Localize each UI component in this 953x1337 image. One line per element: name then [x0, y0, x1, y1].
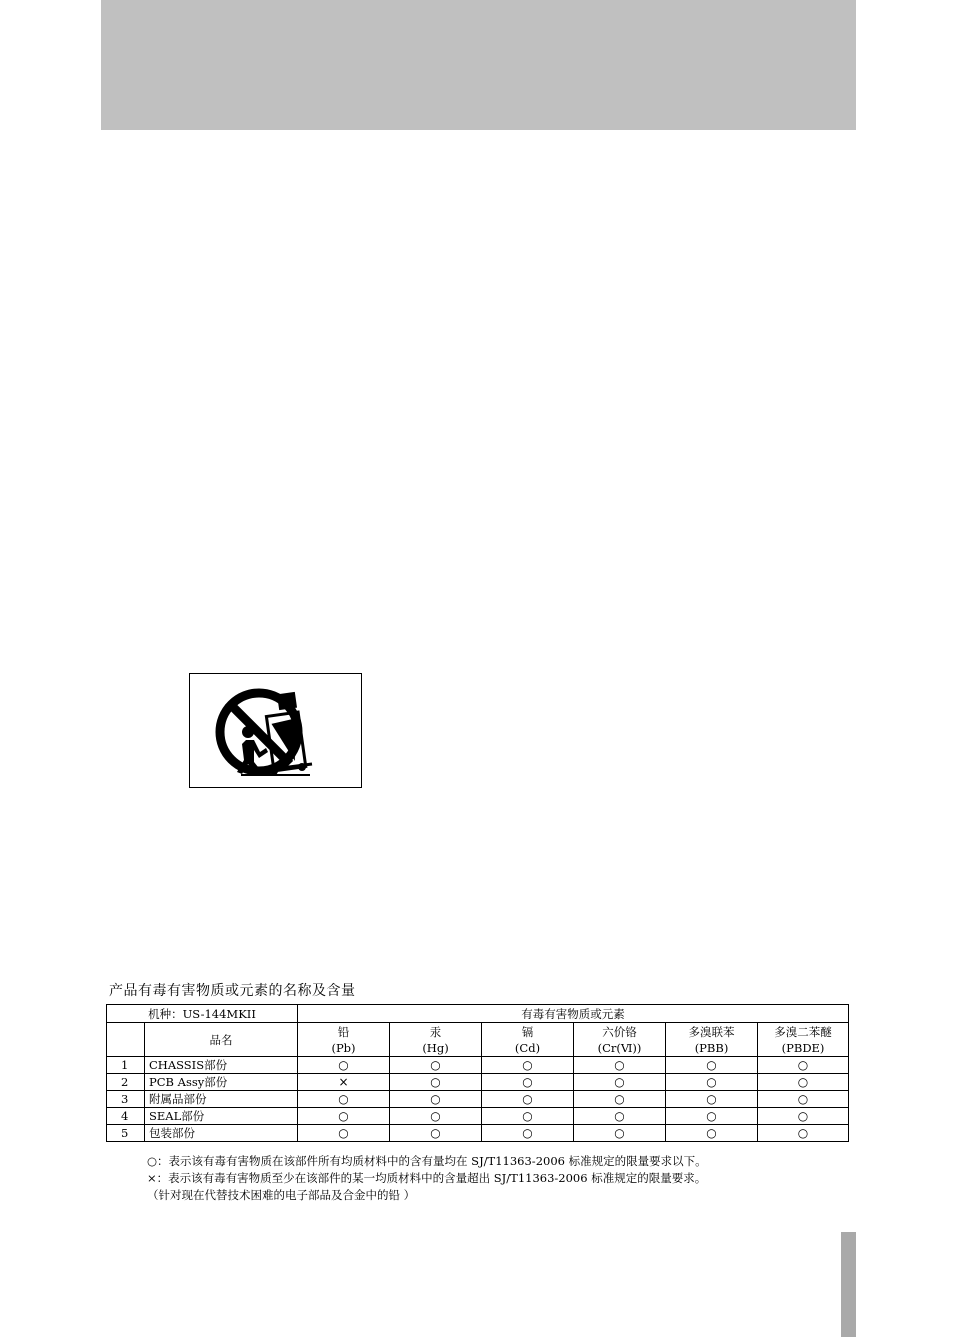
substance-header: [390, 1023, 482, 1057]
substance-header: [298, 1023, 390, 1057]
substance-mark: ○: [390, 1091, 482, 1108]
substance-mark: ○: [574, 1108, 666, 1125]
substance-mark: ○: [574, 1125, 666, 1142]
header-band: [101, 0, 856, 130]
substance-symbol: (Hg): [422, 1040, 449, 1055]
substance-mark: ○: [482, 1091, 574, 1108]
substance-name: 多溴联苯: [688, 1024, 735, 1039]
table-row: [107, 1125, 849, 1142]
table-row: [107, 1074, 849, 1091]
substance-mark: ○: [666, 1091, 758, 1108]
substance-mark: ○: [482, 1108, 574, 1125]
row-number: 1: [107, 1057, 145, 1074]
substance-name: 多溴二苯醚: [774, 1024, 832, 1039]
row-number: 2: [107, 1074, 145, 1091]
substance-mark: ○: [758, 1057, 849, 1074]
page-edge-tab: [841, 1232, 856, 1337]
substance-mark: ○: [666, 1125, 758, 1142]
row-number: 5: [107, 1125, 145, 1142]
substance-mark: ○: [574, 1057, 666, 1074]
substance-header: [758, 1023, 849, 1057]
rohs-table-title: 产品有毒有害物质或元素的名称及含量: [109, 983, 356, 999]
substance-header: [482, 1023, 574, 1057]
substance-mark: ×: [298, 1074, 390, 1091]
substance-mark: ○: [758, 1091, 849, 1108]
substance-mark: ○: [758, 1125, 849, 1142]
group-header: 有毒有害物质或元素: [298, 1005, 849, 1023]
model-label: 机种：US-144MKII: [107, 1005, 298, 1023]
cart-warning-symbol: [189, 673, 362, 788]
substance-mark: ○: [390, 1125, 482, 1142]
substance-symbol: (Cr(Ⅵ)): [597, 1040, 642, 1055]
table-row: [107, 1108, 849, 1125]
part-name: SEAL部份: [145, 1108, 298, 1125]
substance-mark: ○: [298, 1057, 390, 1074]
substance-mark: ○: [298, 1108, 390, 1125]
row-number: 4: [107, 1108, 145, 1125]
rohs-substance-table: [106, 1004, 849, 1142]
substance-header: [666, 1023, 758, 1057]
substance-mark: ○: [482, 1125, 574, 1142]
note-lead-exemption: （针对现在代替技术困难的电子部品及合金中的铅 ）: [147, 1188, 416, 1202]
part-name: PCB Assy部份: [145, 1074, 298, 1091]
substance-header: [574, 1023, 666, 1057]
note-cross: ×：表示该有毒有害物质至少在该部件的某一均质材料中的含量超出 SJ/T11363-2006 标准规定的限量要求。: [147, 1171, 707, 1185]
substance-mark: ○: [298, 1091, 390, 1108]
substance-mark: ○: [574, 1091, 666, 1108]
substance-symbol: (PBB): [694, 1040, 729, 1055]
substance-name: 汞: [429, 1024, 442, 1039]
part-name-header: 品名: [145, 1023, 298, 1057]
part-name: 附属品部份: [145, 1091, 298, 1108]
substance-mark: ○: [482, 1074, 574, 1091]
substance-mark: ○: [666, 1108, 758, 1125]
substance-name: 镉: [521, 1024, 534, 1039]
table-row: [107, 1091, 849, 1108]
substance-mark: ○: [482, 1057, 574, 1074]
substance-mark: ○: [758, 1108, 849, 1125]
table-row: [107, 1057, 849, 1074]
substance-mark: ○: [390, 1057, 482, 1074]
substance-symbol: (Cd): [514, 1040, 541, 1055]
no-cart-tipping-icon: [190, 674, 360, 786]
substance-mark: ○: [390, 1074, 482, 1091]
substance-name: 铅: [337, 1024, 350, 1039]
part-name: 包装部份: [145, 1125, 298, 1142]
substance-symbol: (Pb): [331, 1040, 356, 1055]
substance-mark: ○: [574, 1074, 666, 1091]
substance-mark: ○: [666, 1074, 758, 1091]
substance-symbol: (PBDE): [781, 1040, 825, 1055]
substance-name: 六价铬: [602, 1024, 637, 1039]
part-name: CHASSIS部份: [145, 1057, 298, 1074]
row-number: 3: [107, 1091, 145, 1108]
substance-mark: ○: [666, 1057, 758, 1074]
table-notes: [147, 1153, 707, 1204]
row-number-header: [107, 1023, 145, 1057]
note-circle: ○：表示该有毒有害物质在该部件所有均质材料中的含有量均在 SJ/T11363-2006 标准规定的限量要求以下。: [147, 1154, 707, 1168]
substance-mark: ○: [298, 1125, 390, 1142]
substance-mark: ○: [758, 1074, 849, 1091]
substance-mark: ○: [390, 1108, 482, 1125]
